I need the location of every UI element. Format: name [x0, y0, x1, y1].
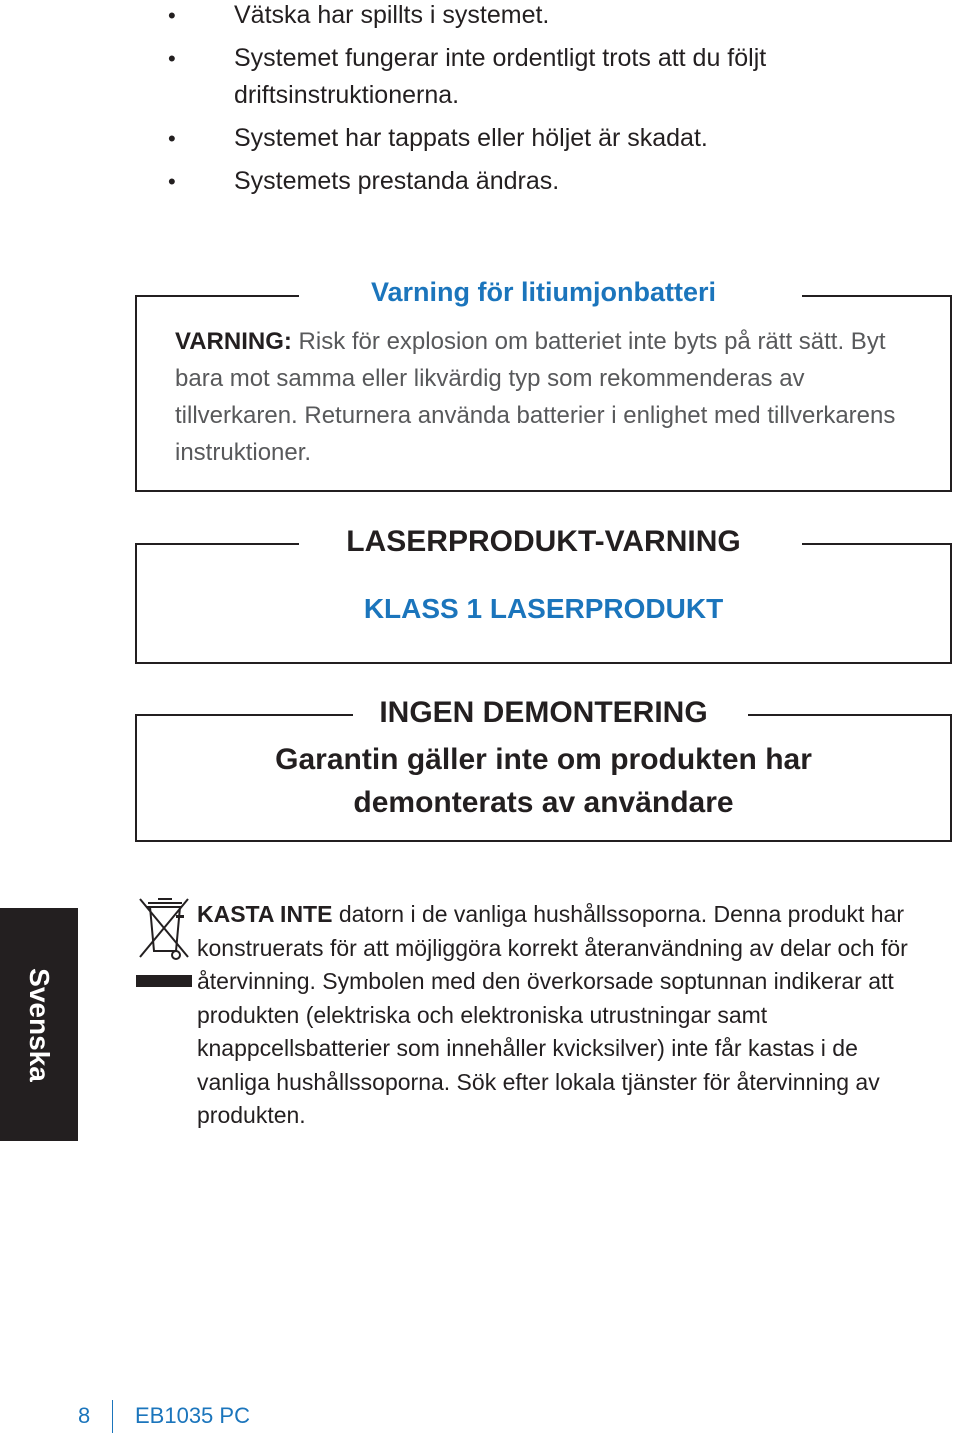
- disassembly-line-1: Garantin gäller inte om produkten har: [275, 743, 812, 776]
- bullet-list: [168, 0, 928, 206]
- list-item: [168, 163, 928, 200]
- crossed-out-wheelie-bin-icon: [136, 893, 192, 991]
- disassembly-warning-box: [135, 696, 952, 842]
- warning-label: VARNING:: [175, 328, 292, 355]
- battery-warning-box: [135, 277, 952, 492]
- list-item: [168, 0, 928, 34]
- disposal-body: datorn i de vanliga hushållssoporna. Denna produkt har konstruerats för att möjliggöra korrekt återanvändning av delar och för återvinning. Symbolen med den överkorsade soptunnan indikerar att produkten (elektriska och elektroniska utrustningar samt knappcellsbatterier som innehåller kvicksilver) inte får kastas i de vanliga hushållssoporna. Sök efter lokala tjänster för återvinning av produkten.: [197, 901, 908, 1128]
- bullet-text: Systemet har tappats eller höljet är skadat.: [234, 124, 708, 152]
- disposal-label: KASTA INTE: [197, 901, 333, 927]
- page-number: 8: [78, 1403, 91, 1428]
- list-item: [168, 120, 928, 157]
- product-name: EB1035 PC: [135, 1403, 250, 1428]
- battery-warning-body: Risk för explosion om batteriet inte byts på rätt sätt. Byt bara mot samma eller likvärdig typ som rekommenderas av tillverkaren. Returnera använda batterier i enlighet med tillverkarens instruktioner.: [175, 328, 896, 466]
- laser-class-text: KLASS 1 LASERPRODUKT: [363, 593, 724, 624]
- divider: [112, 1400, 113, 1433]
- laser-warning-box: [135, 525, 952, 664]
- bullet-icon: •: [168, 169, 176, 194]
- disassembly-warning-text: [137, 738, 950, 824]
- page-footer: [0, 1400, 960, 1433]
- bullet-text: Systemets prestanda ändras.: [234, 167, 560, 195]
- bullet-icon: •: [168, 46, 176, 71]
- language-tab-label: Svenska: [24, 967, 55, 1082]
- disassembly-line-2: demonterats av användare: [353, 786, 734, 819]
- laser-warning-title: LASERPRODUKT-VARNING: [346, 525, 741, 558]
- language-side-tab: [0, 908, 78, 1141]
- battery-warning-text: [175, 323, 915, 471]
- bullet-text: Systemet fungerar inte ordentligt trots att du följt driftsinstruktionerna.: [234, 44, 767, 109]
- battery-warning-title: Varning för litiumjonbatteri: [370, 277, 716, 307]
- bullet-text: Vätska har spillts i systemet.: [234, 1, 550, 29]
- disposal-notice: [197, 898, 937, 1133]
- bullet-icon: •: [168, 3, 176, 28]
- list-item: [168, 40, 928, 114]
- bullet-icon: •: [168, 126, 176, 151]
- disassembly-warning-title: INGEN DEMONTERING: [379, 696, 708, 729]
